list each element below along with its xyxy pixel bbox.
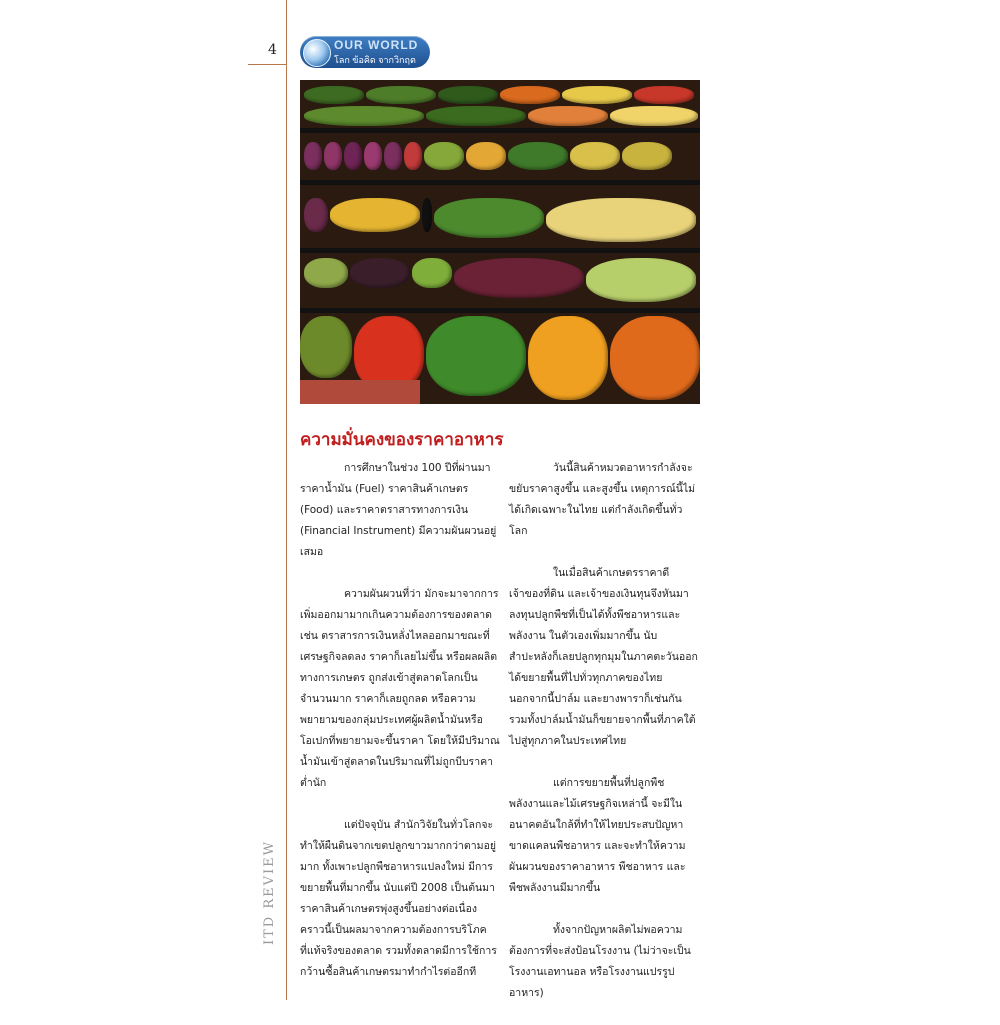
article-paragraph: การศึกษาในช่วง 100 ปีที่ผ่านมา ราคาน้ำมัน (Fuel) ราคาสินค้าเกษตร (Food) และราคาตราสารทางการเงิน (Financial Instrument) มีความผันผวนอยู่เสมอ bbox=[300, 462, 497, 558]
page-margin-rule bbox=[286, 0, 287, 1000]
section-badge bbox=[300, 36, 430, 79]
article-paragraph: ความผันผวนที่ว่า มักจะมาจากการเพิ่มออกมามากเกินความต้องการของตลาด เช่น ตราสารการเงินหลั่งไหลออกมาขณะที่เศรษฐกิจลดลง ราคาก็เลยไม่ขึ้น หรือผลผลิตทางการเกษตร ถูกส่งเข้าสู่ตลาดโลกเป็นจำนวนมาก ราคาก็เลยถูกลด หรือความพยายามของกลุ่มประเทศผู้ผลิตน้ำมันหรือโอเปกที่พยายามจะขึ้นราคา โดยให้มีปริมาณน้ำมันเข้าสู่ตลาดในปริมาณที่ไม่ถูกบีบราคาต่ำนัก bbox=[300, 588, 500, 789]
article-column-left bbox=[300, 458, 500, 1004]
article-paragraph: ในเมื่อสินค้าเกษตรราคาดี เจ้าของที่ดิน และเจ้าของเงินทุนจึงหันมาลงทุนปลูกพืชที่เป็นได้ทั้งพืชอาหารและพลังงาน ในตัวเองเพิ่มมากขึ้น นับสำปะหลังก็เลยปลูกทุกมุมในภาคตะวันออก ได้ขยายพื้นที่ไปทั่วทุกภาคของไทย นอกจากนี้ปาล์ม และยางพาราก็เช่นกัน รวมทั้งปาล์มน้ำมันก็ขยายจากพื้นที่ภาคใต้ไปสู่ทุกภาคในประเทศไทย bbox=[509, 567, 698, 747]
article-column-right bbox=[509, 458, 699, 1025]
article-paragraph: วันนี้สินค้าหมวดอาหารกำลังจะขยับราคาสูงขึ้น และสูงขึ้น เหตุการณ์นี้ไม่ได้เกิดเฉพาะในไทย แต่กำลังเกิดขึ้นทั่วโลก bbox=[509, 462, 696, 537]
article-paragraph: แต่ปัจจุบัน สำนักวิจัยในทั่วโลกจะทำให้ผืนดินจากเขตปลูกขาวมากกว่าตามอยู่มาก ทั้งเพาะปลูกพืชอาหารแปลงใหม่ มีการขยายพื้นที่มากขึ้น นับแต่ปี 2008 เป็นต้นมา ราคาสินค้าเกษตรพุ่งสูงขึ้นอย่างต่อเนื่อง คราวนี้เป็นผลมาจากความต้องการบริโภคที่แท้จริงของตลาด รวมทั้งตลาดมีการใช้การกว้านซื้อสินค้าเกษตรมาทำกำไรต่ออีกที bbox=[300, 819, 497, 978]
article-headline: ความมั่นคงของราคาอาหาร bbox=[300, 430, 504, 450]
article-paragraph: ทั้งจากปัญหาผลิตไม่พอความต้องการที่จะส่งป้อนโรงงาน (ไม่ว่าจะเป็นโรงงานเอทานอล หรือโรงงานแปรรูปอาหาร) bbox=[509, 924, 691, 999]
section-badge-subtitle: โลก ข้อคิด จากวิกฤตเศรษฐกิจ bbox=[334, 55, 416, 79]
publication-side-title: ITD REVIEW bbox=[262, 839, 277, 945]
article-paragraph: แต่การขยายพื้นที่ปลูกพืชพลังงานและไม้เศรษฐกิจเหล่านี้ จะมีในอนาคตอันใกล้ที่ทำให้ไทยประสบปัญหาขาดแคลนพืชอาหาร และจะทำให้ความผันผวนของราคาอาหาร พืชอาหาร และพืชพลังงานมีมากขึ้น bbox=[509, 777, 686, 894]
section-badge-title: OUR WORLD bbox=[334, 38, 419, 52]
globe-icon bbox=[303, 39, 331, 67]
supermarket-vegetables-photo bbox=[300, 80, 700, 404]
page-number: 4 bbox=[268, 42, 277, 58]
header-rule bbox=[248, 64, 286, 65]
